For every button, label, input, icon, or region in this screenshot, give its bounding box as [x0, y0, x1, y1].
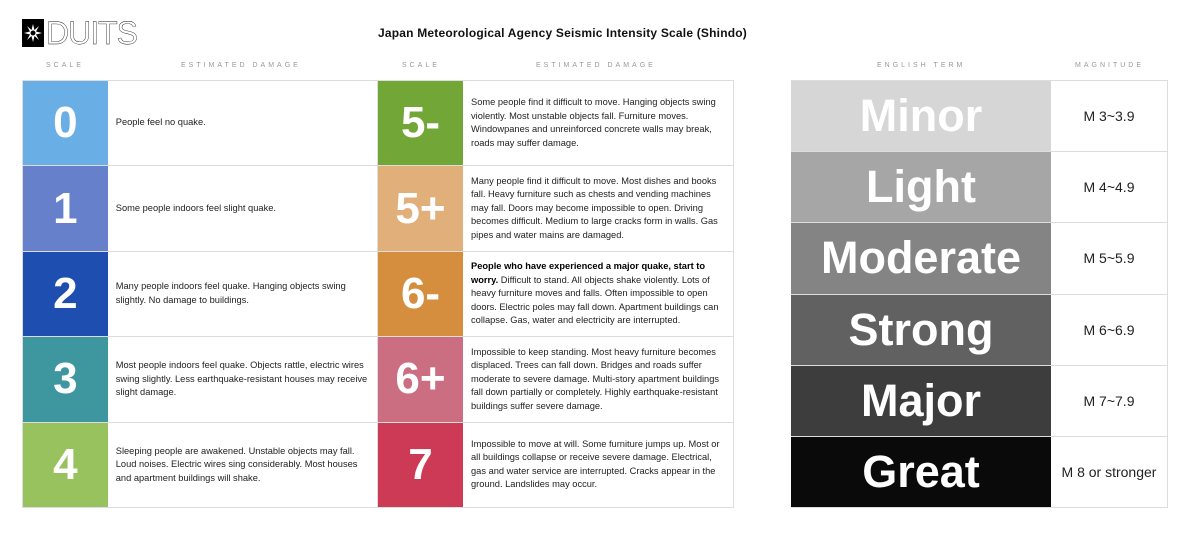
- header-scale-left: SCALE: [46, 62, 84, 69]
- magnitude-row: [791, 223, 1168, 294]
- damage-text: Some people indoors feel slight quake.: [115, 202, 276, 213]
- magnitude-cell: M 5~5.9: [1051, 223, 1168, 293]
- magnitude-cell: M 3~3.9: [1051, 81, 1168, 151]
- magnitude-row: [791, 295, 1168, 366]
- damage-text: Impossible to move at will. Some furniture jumps up. Most or all buildings collapse or receive severe damage. Electrical, gas and water service are interrupted. Cracks appear in the ground. Landslides may occur.: [471, 438, 720, 490]
- header-scale-right: SCALE: [402, 62, 440, 69]
- damage-text: Difficult to stand. All objects shake violently. Lots of heavy furniture moves and falls. Often impossible to open doors. Electric poles may fall down. Apartment buildings can collapse. Gas, water and electricity are interrupted.: [471, 274, 719, 326]
- header-magnitude: MAGNITUDE: [1075, 62, 1144, 69]
- damage-text: Many people find it difficult to move. Most dishes and books fall. Heavy furniture such as chests and vending machines may fall. Doors may become impossible to open. Driving becomes difficult. Medium to large cracks form in walls. Gas pipes and water mains are damaged.: [471, 175, 718, 240]
- scale-cell: 7: [378, 423, 463, 507]
- english-term-cell: Light: [791, 152, 1051, 222]
- starburst-icon: [22, 19, 44, 47]
- magnitude-cell: M 7~7.9: [1051, 366, 1168, 436]
- table-row: [23, 166, 378, 251]
- header-damage-right: ESTIMATED DAMAGE: [536, 62, 656, 69]
- damage-cell: [108, 337, 378, 421]
- magnitude-row: [791, 366, 1168, 437]
- english-term-cell: Moderate: [791, 223, 1051, 293]
- table-row: [378, 166, 734, 251]
- damage-cell: [108, 252, 378, 336]
- damage-text: Many people indoors feel quake. Hanging objects swing slightly. No damage to buildings.: [115, 281, 346, 305]
- table-row: [378, 423, 734, 508]
- header-damage-left: ESTIMATED DAMAGE: [181, 62, 301, 69]
- scale-cell: 4: [23, 423, 108, 507]
- scale-cell: 0: [23, 81, 108, 165]
- damage-cell: [108, 81, 378, 165]
- damage-cell: [463, 166, 734, 250]
- magnitude-row: [791, 437, 1168, 508]
- magnitude-row: [791, 81, 1168, 152]
- damage-cell: [108, 423, 378, 507]
- table-row: [23, 252, 378, 337]
- magnitude-table: [791, 80, 1168, 508]
- english-term-cell: Minor: [791, 81, 1051, 151]
- damage-cell: [463, 252, 734, 336]
- english-term-cell: Great: [791, 437, 1051, 507]
- shindo-table-right: [378, 80, 734, 508]
- table-row: [378, 81, 734, 166]
- logo-text: DUITS: [46, 15, 137, 51]
- scale-cell: 5-: [378, 81, 463, 165]
- scale-cell: 6+: [378, 337, 463, 421]
- magnitude-cell: M 6~6.9: [1051, 295, 1168, 365]
- logo: [22, 15, 137, 51]
- scale-cell: 5+: [378, 166, 463, 250]
- damage-text: People feel no quake.: [115, 117, 206, 128]
- damage-text: Some people find it difficult to move. Hanging objects swing violently. Most unstable objects fall. Furniture moves. Windowpanes and unreinforced concrete walls may break, roads may suffer damage.: [471, 97, 716, 148]
- table-row: [378, 252, 734, 337]
- magnitude-row: [791, 152, 1168, 223]
- table-row: [23, 423, 378, 508]
- table-row: [23, 337, 378, 422]
- damage-text: Most people indoors feel quake. Objects rattle, electric wires swing slightly. Less earthquake-resistant houses may receive slight damage.: [115, 360, 368, 398]
- table-row: [378, 337, 734, 422]
- magnitude-cell: M 8 or stronger: [1051, 437, 1168, 507]
- damage-text: Sleeping people are awakened. Unstable objects may fall. Loud noises. Electric wires sing considerably. Most houses and apartment buildings will shake.: [115, 445, 358, 483]
- damage-cell: [463, 337, 734, 421]
- table-row: [23, 81, 378, 166]
- page-title: Japan Meteorological Agency Seismic Intensity Scale (Shindo): [378, 26, 747, 40]
- damage-text: Impossible to keep standing. Most heavy furniture becomes displaced. Trees can fall down. Bridges and roads suffer moderate to severe damage. Multi-story apartment buildings fall down partially or completely. Highly earthquake-resistant buildings suffer severe damage.: [471, 346, 720, 411]
- shindo-table-left: [22, 80, 378, 508]
- scale-cell: 2: [23, 252, 108, 336]
- damage-lead-text: People who have experienced a major quake, start to worry.: [471, 261, 706, 285]
- header-english-term: ENGLISH TERM: [877, 62, 966, 69]
- scale-cell: 6-: [378, 252, 463, 336]
- english-term-cell: Strong: [791, 295, 1051, 365]
- damage-cell: [463, 423, 734, 507]
- magnitude-cell: M 4~4.9: [1051, 152, 1168, 222]
- english-term-cell: Major: [791, 366, 1051, 436]
- scale-cell: 3: [23, 337, 108, 421]
- damage-cell: [463, 81, 734, 165]
- scale-cell: 1: [23, 166, 108, 250]
- damage-cell: [108, 166, 378, 250]
